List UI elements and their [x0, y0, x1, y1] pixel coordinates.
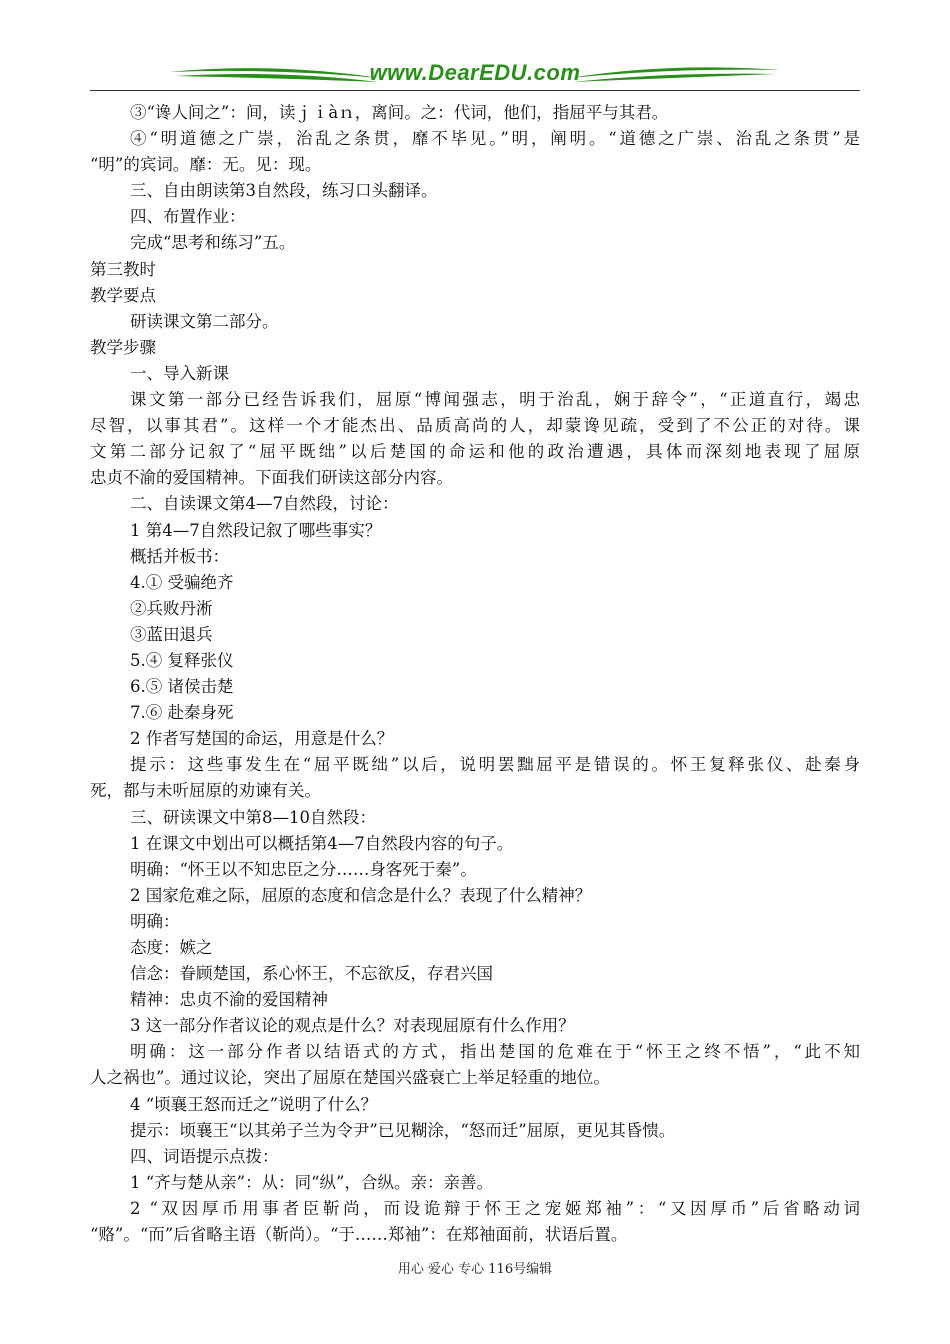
text-line: 态度：嫉之 — [130, 938, 213, 957]
text-line: 概括并板书： — [130, 546, 229, 566]
text-line: 1 第4—7自然段记叙了哪些事实？ — [130, 520, 382, 540]
text-line: 2 作者写楚国的命运，用意是什么？ — [130, 729, 394, 749]
text-line: 三、自由朗读第3自然段，练习口头翻译。 — [130, 181, 438, 201]
text-line: 1 在课文中划出可以概括第4—7自然段内容的句子。 — [130, 833, 514, 853]
text-line: 4.① 受骗绝齐 — [130, 572, 234, 592]
text-line: 4 “顷襄王怒而迁之”说明了什么？ — [130, 1094, 378, 1114]
document-body — [90, 100, 860, 1248]
text-line: 教学步骤 — [90, 337, 156, 357]
text-line: 精神：忠贞不渝的爱国精神 — [130, 990, 328, 1010]
text-line: 明确： — [130, 911, 180, 931]
text-line: ③蓝田退兵 — [130, 624, 213, 644]
text-line: “明”的宾词。靡：无。见：现。 — [90, 155, 322, 175]
text-line: 2 国家危难之际，屈原的态度和信念是什么？表现了什么精神？ — [130, 885, 592, 905]
page-footer: 用心 爱心 专心 116号编辑 — [397, 1262, 553, 1277]
text-line: 5.④ 复释张仪 — [130, 650, 234, 670]
text-line: 3 这一部分作者议论的观点是什么？对表现屈原有什么作用？ — [130, 1016, 575, 1036]
text-line: 7.⑥ 赴秦身死 — [130, 703, 234, 723]
text-line: 一、导入新课 — [130, 363, 229, 383]
text-line: 三、研读课文中第8—10自然段： — [130, 807, 376, 827]
text-line: 尽智，以事其君”。这样一个才能杰出、品质高尚的人，却蒙谗见疏，受到了不公正的对待。课 — [90, 416, 860, 436]
text-line: 提示：这些事发生在“屈平既绌”以后，说明罢黜屈平是错误的。怀王复释张仪、赴秦身 — [130, 755, 860, 775]
text-line: 6.⑤ 诸侯击楚 — [130, 677, 234, 697]
text-line: 研读课文第二部分。 — [130, 311, 279, 331]
text-line: 完成“思考和练习”五。 — [130, 233, 296, 253]
text-line: 四、布置作业： — [130, 207, 246, 227]
text-line: 人之祸也”。通过议论，突出了屈原在楚国兴盛衰亡上举足轻重的地位。 — [90, 1068, 610, 1088]
text-line: 文第二部分记叙了“屈平既绌”以后楚国的命运和他的政治遭遇，具体而深刻地表现了屈原 — [90, 442, 860, 462]
site-logo-text: www.DearEDU.com — [369, 60, 581, 85]
text-line: 2 “双因厚币用事者臣靳尚，而设诡辩于怀王之宠姬郑袖”：“又因厚币”后省略动词 — [130, 1198, 860, 1218]
text-line: 1 “齐与楚从亲”：从：同“纵”，合纵。亲：亲善。 — [130, 1172, 493, 1192]
text-line: 教学要点 — [90, 285, 156, 305]
header-divider — [90, 90, 860, 91]
text-line: 提示：顷襄王“以其弟子兰为令尹”已见糊涂，“怒而迁”屈原，更见其昏愦。 — [130, 1120, 676, 1140]
text-line: 死，都与未听屈原的劝谏有关。 — [90, 781, 321, 801]
text-line: 明确：这一部分作者以结语式的方式，指出楚国的危难在于“怀王之终不悟”，“此不知 — [130, 1042, 860, 1062]
text-line: 四、词语提示点拨： — [130, 1146, 279, 1166]
text-line: 第三教时 — [90, 259, 156, 279]
text-line: 二、自读课文第4—7自然段，讨论： — [130, 494, 399, 514]
text-line: ②兵败丹淅 — [130, 598, 213, 618]
text-line: 课文第一部分已经告诉我们，屈原“博闻强志，明于治乱，娴于辞令”，“正道直行，竭忠 — [130, 390, 860, 410]
header-logo-banner — [90, 58, 860, 92]
text-line: 忠贞不渝的爱国精神。下面我们研读这部分内容。 — [90, 468, 453, 488]
text-line: ④“明道德之广崇，治乱之条贯，靡不毕见。”明，阐明。“道德之广崇、治乱之条贯”是 — [130, 129, 860, 149]
text-line: “赂”。“而”后省略主语（靳尚）。“于……郑袖”：在郑袖面前，状语后置。 — [90, 1225, 628, 1245]
text-line: ③“谗人间之”：间，读ｊｉàｎ，离间。之：代词，他们，指屈平与其君。 — [130, 103, 669, 122]
text-line: 信念：眷顾楚国，系心怀王，不忘欲反，存君兴国 — [130, 964, 493, 984]
text-line: 明确：“怀王以不知忠臣之分……身客死于秦”。 — [130, 859, 477, 879]
